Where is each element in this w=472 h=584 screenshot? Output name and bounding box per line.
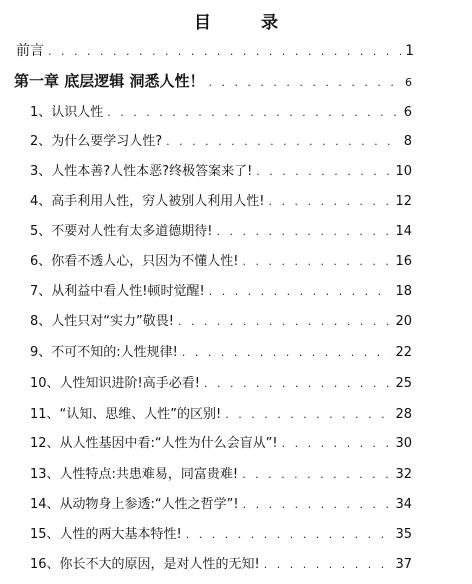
toc-page-number: 22 [395, 345, 412, 360]
toc-entry-preface[interactable] [16, 40, 414, 60]
toc-entry[interactable] [30, 523, 412, 542]
toc-entry-label: 8、人性只对“实力”敬畏! [30, 314, 174, 329]
toc-entry-label: 10、人性知识进阶!高手必看! [30, 376, 200, 391]
leader-dots [268, 195, 391, 208]
toc-page-number: 1 [405, 43, 414, 59]
toc-page-number: 20 [395, 314, 412, 329]
toc-page-number: 6 [403, 105, 412, 120]
toc-entry-label: 16、你长不大的原因，是对人性的无知! [30, 557, 260, 572]
toc-entry[interactable] [30, 341, 412, 360]
toc-page-number: 32 [395, 467, 412, 482]
toc-entry[interactable] [30, 432, 412, 451]
toc-entry[interactable] [30, 190, 412, 209]
toc-page-number: 18 [395, 284, 412, 299]
toc-page-number: 35 [395, 527, 412, 542]
toc-entry-label: 4、高手利用人性，穷人被别人利用人性! [30, 194, 265, 209]
leader-dots [256, 165, 391, 178]
leader-dots [107, 106, 399, 119]
toc-entry[interactable] [30, 463, 412, 482]
toc-entry[interactable] [30, 403, 412, 422]
leader-dots [208, 76, 401, 89]
toc-page-number: 34 [395, 497, 412, 512]
leader-dots [242, 468, 391, 481]
toc-entry-label: 11、“认知、思维、人性”的区别! [30, 407, 222, 422]
toc-entry[interactable] [30, 493, 412, 512]
toc-entry-label: 12、从人性基因中看:“人性为什么会盲从”! [30, 436, 278, 451]
toc-page-number: 25 [395, 376, 412, 391]
leader-dots [264, 558, 392, 571]
leader-dots [166, 135, 400, 148]
toc-entry-label: 13、人性特点:共患难易，同富贵难! [30, 467, 239, 482]
toc-entry-label: 15、人性的两大基本特性! [30, 527, 182, 542]
toc-entry-label: 2、为什么要学习人性? [30, 134, 163, 149]
toc-entry[interactable] [30, 310, 412, 329]
leader-dots [182, 346, 392, 359]
toc-entry-label: 1、认识人性 [30, 105, 104, 120]
leader-dots [178, 315, 392, 328]
toc-page-number: 16 [395, 254, 412, 269]
toc-page-number: 28 [395, 407, 412, 422]
toc-entry[interactable] [30, 220, 412, 239]
toc-page-number: 8 [403, 134, 412, 149]
toc-page-number: 14 [395, 224, 412, 239]
toc-entry[interactable] [30, 280, 412, 299]
toc-entry[interactable] [30, 250, 412, 269]
toc-entry-label: 6、你看不透人心，只因为不懂人性! [30, 254, 239, 269]
leader-dots [242, 255, 391, 268]
leader-dots [186, 528, 392, 541]
leader-dots [282, 437, 392, 450]
toc-entry-label: 9、不可不知的:人性规律! [30, 345, 178, 360]
toc-entry[interactable] [30, 160, 412, 179]
toc-entry[interactable] [30, 553, 412, 572]
leader-dots [48, 45, 401, 58]
chapter-title: 第一章 底层逻辑 洞悉人性！ [14, 72, 205, 90]
leader-dots [204, 377, 391, 390]
toc-entry-label: 3、人性本善?人性本恶?终极答案来了! [30, 164, 253, 179]
toc-page-number: 37 [395, 557, 412, 572]
toc-entry[interactable] [30, 372, 412, 391]
toc-page-number: 10 [395, 164, 412, 179]
toc-entry-label: 5、不要对人性有太多道德期待! [30, 224, 213, 239]
toc-page-number: 6 [405, 76, 412, 89]
toc-entry[interactable] [30, 130, 412, 149]
page-title: 目 录 [194, 13, 300, 33]
toc-entry[interactable] [30, 101, 412, 120]
toc-entry-label: 7、从利益中看人性!顿时觉醒! [30, 284, 205, 299]
toc-chapter-heading[interactable] [14, 70, 412, 91]
leader-dots [209, 285, 392, 298]
leader-dots [216, 225, 391, 238]
toc-page-number: 30 [395, 436, 412, 451]
leader-dots [243, 498, 392, 511]
leader-dots [225, 408, 391, 421]
toc-page-number: 12 [395, 194, 412, 209]
toc-entry-label: 前言 [16, 43, 44, 59]
toc-entry-label: 14、从动物身上参透:“人性之哲学”! [30, 497, 239, 512]
